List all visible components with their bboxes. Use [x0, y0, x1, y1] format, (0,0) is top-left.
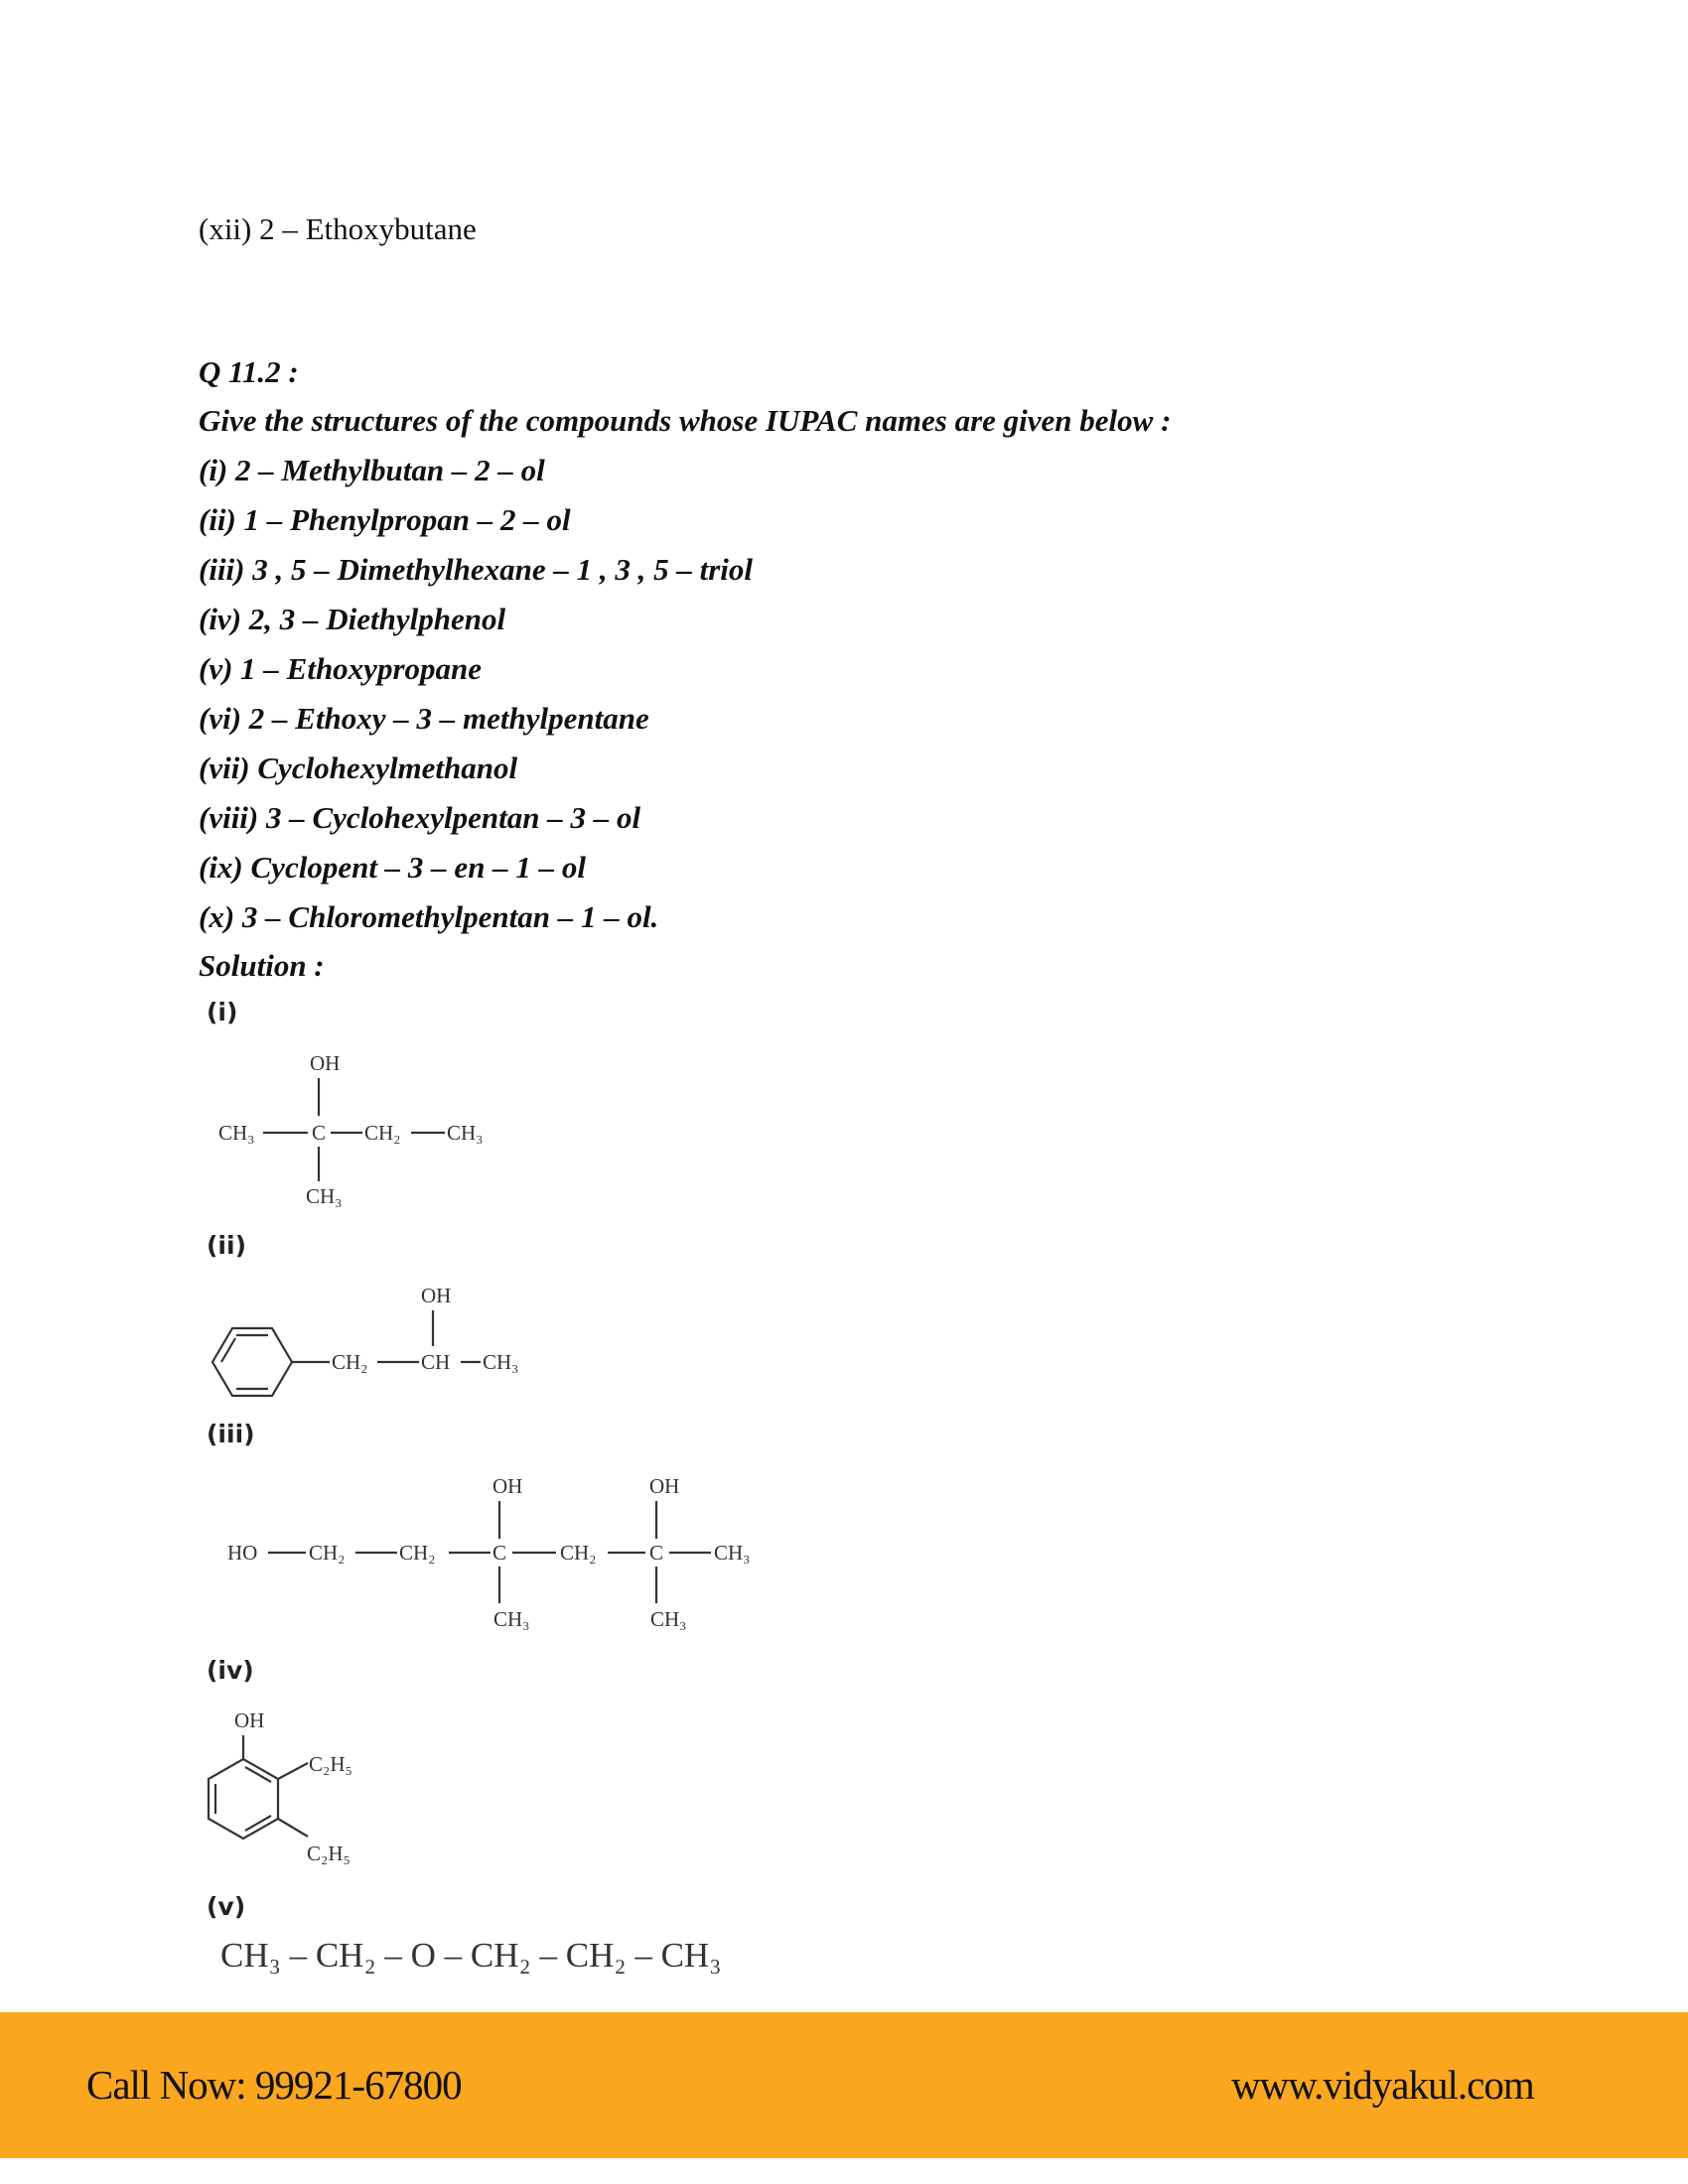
question-item: (iv) 2, 3 – Diethylphenol [199, 602, 506, 636]
structure-i [218, 1051, 484, 1208]
solution-label-v: (v) [207, 1892, 246, 1921]
structure-iii [227, 1474, 751, 1631]
ch2-group: CH₂ [560, 1541, 597, 1565]
carbon: C [492, 1541, 507, 1565]
question-prompt: Give the structures of the compounds whose IUPAC names are given below : [199, 403, 1172, 438]
question-item: (vi) 2 – Ethoxy – 3 – methylpentane [199, 701, 649, 736]
ch3-group: CH₃ [493, 1607, 530, 1631]
question-item: (x) 3 – Chloromethylpentan – 1 – ol. [199, 899, 659, 934]
c2h5-group: C₂H₅ [309, 1752, 352, 1776]
ch3-group: CH₃ [650, 1607, 687, 1631]
ch2-group: CH₂ [364, 1121, 401, 1145]
ch2-group: CH₂ [309, 1541, 346, 1565]
oh-group: OH [310, 1051, 341, 1075]
ch3-group: CH₃ [447, 1121, 484, 1145]
ch2-group: CH₂ [399, 1541, 436, 1565]
oh-group: OH [492, 1474, 523, 1498]
footer-website-link[interactable]: www.vidyakul.com [1231, 2062, 1534, 2108]
solution-label-i: (i) [207, 998, 238, 1026]
oh-group: OH [234, 1708, 265, 1732]
ch3-group: CH₃ [218, 1121, 255, 1145]
ho-group: HO [227, 1541, 258, 1565]
ch3-group: CH₃ [483, 1350, 519, 1374]
question-item: (i) 2 – Methylbutan – 2 – ol [199, 453, 545, 487]
ch2-group: CH₂ [332, 1350, 368, 1374]
previous-item: (xii) 2 – Ethoxybutane [199, 211, 477, 246]
structure-ii [212, 1284, 519, 1396]
solution-label-iii: (iii) [207, 1420, 255, 1448]
benzene-ring-icon [212, 1328, 292, 1396]
oh-group: OH [649, 1474, 680, 1498]
question-item: (iii) 3 , 5 – Dimethylhexane – 1 , 3 , 5 – triol [199, 552, 753, 587]
question-item: (v) 1 – Ethoxypropane [199, 651, 483, 686]
question-item: (ii) 1 – Phenylpropan – 2 – ol [199, 502, 571, 537]
ch-group: CH [421, 1350, 451, 1374]
solution-label: Solution : [199, 948, 325, 983]
carbon: C [312, 1121, 327, 1145]
footer-banner [0, 2012, 1688, 2158]
solution-label-iv: (iv) [207, 1656, 254, 1685]
c2h5-group: C₂H₅ [307, 1842, 351, 1865]
solution-label-ii: (ii) [207, 1231, 246, 1260]
benzene-ring-icon [209, 1759, 278, 1839]
structure-iv [209, 1708, 352, 1865]
ch3-group: CH₃ [306, 1184, 343, 1208]
question-number: Q 11.2 : [199, 354, 299, 389]
footer-phone: Call Now: 99921-67800 [86, 2062, 462, 2108]
question-item: (viii) 3 – Cyclohexylpentan – 3 – ol [199, 800, 641, 835]
carbon: C [649, 1541, 664, 1565]
oh-group: OH [421, 1284, 452, 1307]
ch3-group: CH₃ [714, 1541, 751, 1565]
question-item: (ix) Cyclopent – 3 – en – 1 – ol [199, 850, 587, 885]
question-item: (vii) Cyclohexylmethanol [199, 751, 518, 785]
structure-v-formula: CH₃ – CH₂ – O – CH₂ – CH₂ – CH₃ [220, 1936, 722, 1975]
